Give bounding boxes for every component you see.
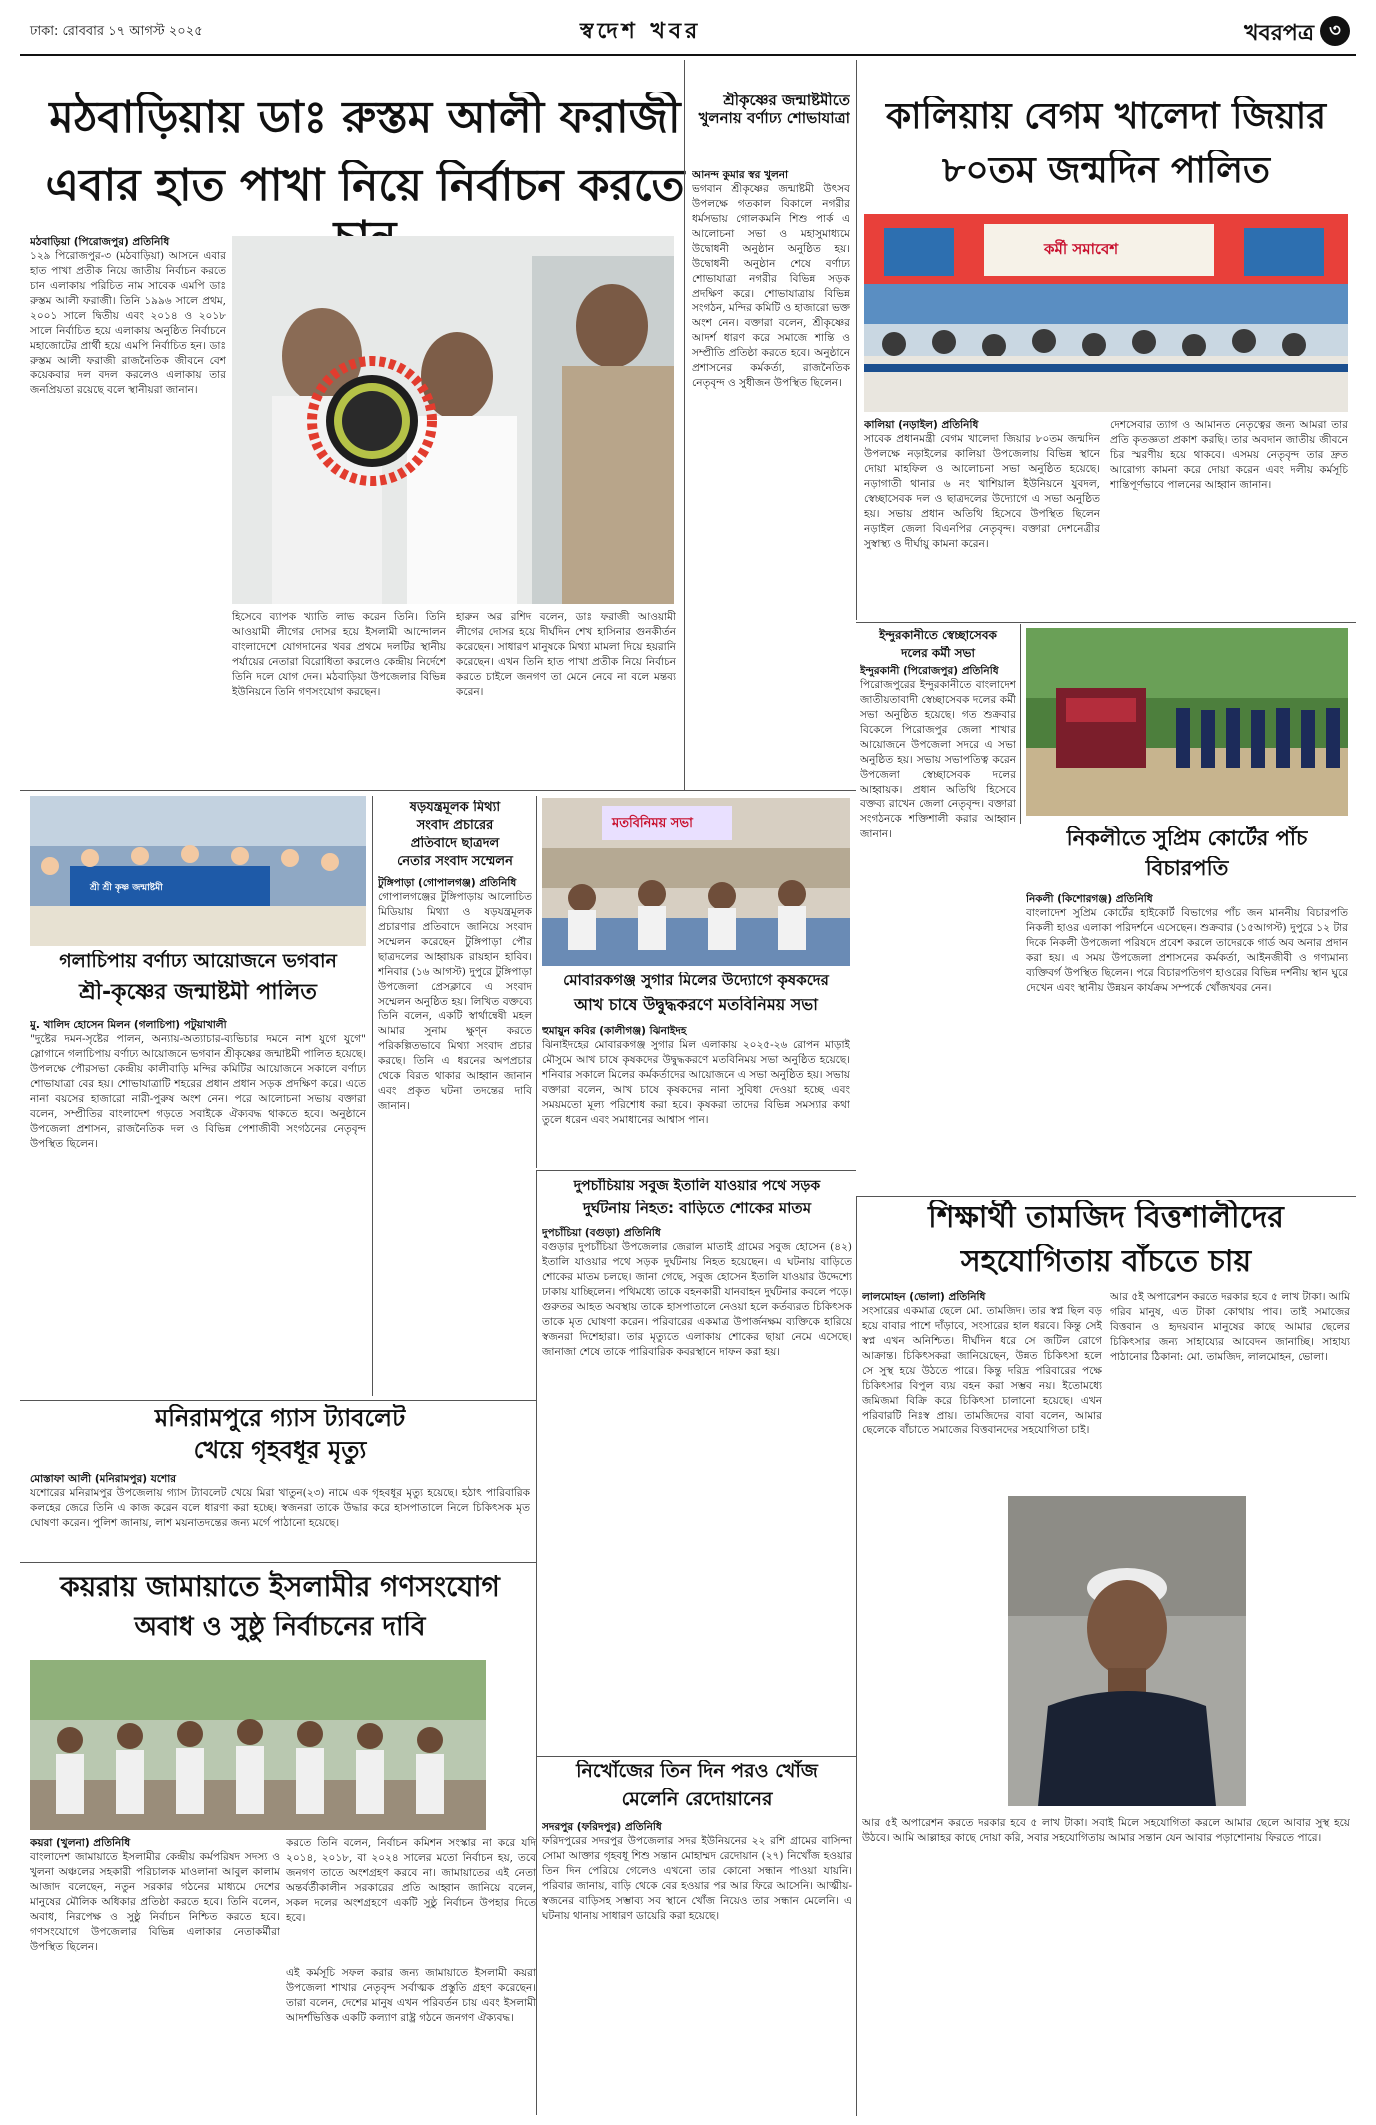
article-koyra-col1 [30,1836,280,2116]
rule [20,790,856,791]
headline-galachipa-1: গলাচিপায় বর্ণাঢ্য আয়োজনে ভগবান [59,950,337,972]
body-dupchanchia: বগুড়ার দুপচাঁচিয়া উপজেলার জেরাল মাতাই গ্রামের সবুজ হোসেন (৪২) ইতালি যাওয়ার পথে সড়ক দুর্ঘটনায় নিহত হয়েছেন। এ ঘটনায় বাড়িতে শোকের মাতম চলছে। জানা গেছে, সবুজ হোসেন ইতালি যাওয়ার উদ্দেশ্যে ঢাকায় যাচ্ছিলেন। পথিমধ্যে তাকে বহনকারী যানবাহন দুর্ঘটনার কবলে পড়ে। গুরুতর আহত অবস্থায় তাকে হাসপাতালে নেওয়া হলে কর্তব্যরত চিকিৎসক তাকে মৃত ঘোষণা করেন। পরিবারের একমাত্র উপার্জনক্ষম ব্যক্তিকে হারিয়ে স্বজনরা দিশেহারা। তার মৃত্যুতে এলাকায় শোকের ছায়া নেমে এসেছে। জানাজা শেষে তাকে পারিবারিক কবরস্থানে দাফন করা হয়। [542,1241,852,1358]
article-volunteer [860,664,1016,1194]
body-redoyan: ফরিদপুরের সদরপুর উপজেলার সদর ইউনিয়নের ২২ রশি গ্রামের বাসিন্দা সোমা আক্তার গৃহবধূ শিশু সন্তান মোহাম্মদ রেদোয়ান (২৭) নিখোঁজ হওয়ার তিন দিন পেরিয়ে গেলেও এখনো তার কোনো সন্ধান পাওয়া যায়নি। পরিবার জানায়, বাড়ি থেকে বের হওয়ার পর আর ফিরে আসেনি। আত্মীয়-স্বজনের বাড়িসহ সম্ভাব্য সব স্থানে খোঁজ নিয়েও তার সন্ধান মেলেনি। এ ঘটনায় থানায় সাধারণ ডায়েরি করা হয়েছে। [542,1835,852,1922]
headline-tamjid-1: শিক্ষার্থী তামজিদ বিত্তশালীদের [928,1200,1284,1235]
byline-mothbaria: মঠবাড়িয়া (পিরোজপুর) প্রতিনিধি [30,236,170,248]
byline-volunteer: ইন্দুরকানী (পিরোজপুর) প্রতিনিধি [860,665,999,677]
byline-janmashtami-khulna: আনন্দ কুমার স্বর খুলনা [692,169,789,181]
headline-monirampur-2: খেয়ে গৃহবধূর মৃত্যু [193,1436,367,1464]
article-galachipa [30,1018,366,1254]
body-nikli: বাংলাদেশ সুপ্রিম কোর্টের হাইকোর্ট বিভাগের পাঁচ জন মাননীয় বিচারপতি নিকলী হাওর এলাকা পরিদর্শনে এসেছেন। শুক্রবার (১৫আগস্ট) দুপুরে ১২ টার দিকে নিকলী উপজেলা পরিষদে প্রবেশ করলে তাদেরকে গার্ড অব অনার প্রদান করা হয়। এ সময় উপজেলা প্রশাসনের কর্মকর্তা, আইনজীবী ও গণ্যমান্য ব্যক্তিবর্গ উপস্থিত ছিলেন। পরে বিচারপতিগণ হাওরের বিভিন্ন দর্শনীয় স্থান ঘুরে দেখেন এবং স্থানীয় উন্নয়ন কার্যক্রম সম্পর্কে খোঁজখবর নেন। [1026,907,1348,994]
body-tamjid-side-right [1252,1496,1350,1806]
headline-tamjid-2: সহযোগিতায় বাঁচতে চায় [960,1244,1252,1279]
body-mothbaria-3: হারুন অর রশিদ বলেন, ডাঃ ফরাজী আওয়ামী লীগের দোসর হয়ে দীর্ঘদিন শেখ হাসিনার গুনকীর্তন করেছেন। সাধারণ মানুষকে মিথ্যা মামলা দিয়ে হয়রানি করেছেন। এখন তিনি হাত পাখা প্রতীক নিয়ে নির্বাচন করতে চাইলে জনগণ তা মেনে নেবে না বলে মন্তব্য করেন। [456,611,676,698]
byline-tamjid: লালমোহন (ভোলা) প্রতিনিধি [862,1291,986,1303]
article-monirampur [30,1472,530,1558]
body-mothbaria-1: ১২৯ পিরোজপুর-৩ (মঠবাড়িয়া) আসনে এবার হাত পাখা প্রতীক নিয়ে জাতীয় নির্বাচন করতে চান এলাকায় পরিচিত নাম সাবেক এমপি ডাঃ রুস্তম আলী ফরাজী। তিনি ১৯৯৬ সালে প্রথম, ২০০১ সালে দ্বিতীয় এবং ২০১৪ ও ২০১৮ সালে নির্বাচিত হয়ে এলাকায় অনুষ্ঠিত নির্বাচনে মহাজোটের প্রার্থী হয়ে এমপি নির্বাচিত হন। ডাঃ রুস্তম আলী ফরাজী রাজনৈতিক জীবনে বেশ কয়েকবার দল বদল করলেও এলাকায় তার জনপ্রিয়তা রয়েছে বলে স্থানীয়রা জানান। [30,250,226,397]
headline-conspiracy-2: সংবাদ প্রচারের [416,818,494,833]
masthead [20,10,1356,52]
article-tamjid-col1 [862,1290,1102,1490]
rule [856,1196,857,2116]
byline-khaleda: কালিয়া (নড়াইল) প্রতিনিধি [864,419,979,431]
photo-sugar-mill [542,798,850,966]
body-khaleda: সাবেক প্রধানমন্ত্রী বেগম খালেদা জিয়ার ৮০তম জন্মদিন উপলক্ষে নড়াইলের কালিয়া উপজেলায় বিভিন্ন স্থানে দোয়া মাহফিল ও আলোচনা সভা অনুষ্ঠিত হয়েছে। নড়াগাতী থানার ৬ নং খাশিয়াল ইউনিয়নে যুবদল, স্বেচ্ছাসেবক দল ও ছাত্রদলের উদ্যোগে এ সভা অনুষ্ঠিত হয়। সভায় প্রধান অতিথি হিসেবে উপস্থিত ছিলেন নড়াইল জেলা বিএনপির নেতৃবৃন্দ। বক্তারা দেশনেত্রীর সুস্বাস্থ্য ও দীর্ঘায়ু কামনা করেন। [864,433,1100,550]
body-tamjid-2: আর ৫ই অপারেশন করতে দরকার হবে ৫ লাখ টাকা। আমি গরিব মানুষ, এত টাকা কোথায় পাব। তাই সমাজের বিত্তবান ও হৃদয়বান মানুষের কাছে আমার ছেলের চিকিৎসার জন্য সাহায্যের আবেদন জানাচ্ছি। সাহায্য পাঠানোর ঠিকানা: মো. তামজিদ, লালমোহন, ভোলা। [1110,1291,1350,1363]
photo-nikli-parade [1026,628,1348,816]
headline-dupchanchia-2: দুর্ঘটনায় নিহত: বাড়িতে শোকের মাতম [582,1200,812,1217]
byline-koyra: কয়রা (খুলনা) প্রতিনিধি [30,1837,131,1849]
headline-dupchanchia-1: দুপচাঁচিয়ায় সবুজ ইতালি যাওয়ার পথে সড়ক [573,1178,821,1194]
article-dupchanchia [542,1226,852,1746]
body-sugar: ঝিনাইদহের মোবারকগঞ্জ সুগার মিল এলাকায় ২০২৫-২৬ রোপন মাড়াই মৌসুমে আখ চাষে কৃষকদের উদ্বুদ্ধকরণে মতবিনিময় সভা অনুষ্ঠিত হয়েছে। শনিবার সকালে মিলের কর্মকর্তাদের আয়োজনে এ সভা অনুষ্ঠিত হয়। সভায় বক্তারা বলেন, আখ চাষে কৃষকদের নানা সুবিধা দেওয়া হচ্ছে এবং সময়মতো মূল্য পরিশোধ করা হবে। কৃষকরা তাদের বিভিন্ন সমস্যার কথা তুলে ধরেন এবং সমাধানের আশ্বাস পান। [542,1039,850,1126]
rule [536,796,537,1168]
article-redoyan [542,1820,852,2116]
body-tamjid: সংসারের একমাত্র ছেলে মো. তামজিদ। তার স্বপ্ন ছিল বড় হয়ে বাবার পাশে দাঁড়াবে, সংসারের হাল ধরবে। কিন্তু সেই স্বপ্ন এখন অনিশ্চিত। দীর্ঘদিন ধরে সে জটিল রোগে আক্রান্ত। চিকিৎসকরা জানিয়েছেন, উন্নত চিকিৎসা হলে সে সুস্থ হয়ে উঠতে পারে। কিন্তু দরিদ্র পরিবারের পক্ষে চিকিৎসার বিপুল ব্যয় বহন করা সম্ভব নয়। ইতোমধ্যে জমিজমা বিক্রি করে চিকিৎসা চালানো হয়েছে। এখন পরিবারটি নিঃস্ব প্রায়। তামজিদের বাবা বলেন, আমার ছেলেকে বাঁচাতে সমাজের বিত্তবানদের সহযোগিতা চাই। [862,1305,1102,1437]
article-sugar [542,1024,850,1168]
article-janmashtami-khulna [692,168,850,788]
masthead-date: ঢাকা: রোববার ১৭ আগস্ট ২০২৫ [30,24,203,39]
headline-redoyan-2: মেলেনি রেদোয়ানের [621,1788,773,1810]
photo-galachipa-procession [30,796,366,946]
masthead-paper-name: খবরপত্র [1244,21,1314,46]
rule [20,1562,536,1563]
headline-mothbaria-1: মঠবাড়িয়ায় ডাঃ রুস্তম আলী ফরাজী [49,92,681,143]
body-monirampur: যশোরের মনিরামপুর উপজেলায় গ্যাস ট্যাবলেট খেয়ে মিরা খাতুন(২৩) নামে এক গৃহবধূর মৃত্যু হয়েছে। হঠাৎ পারিবারিক কলহের জেরে তিনি এ কাজ করেন বলে ধারণা করা হচ্ছে। স্বজনরা তাকে উদ্ধার করে হাসপাতালে নিলে চিকিৎসক মৃত ঘোষণা করেন। পুলিশ জানায়, লাশ ময়নাতদন্তের জন্য মর্গে পাঠানো হয়েছে। [30,1487,530,1529]
rule [20,1400,536,1401]
photo-koyra [30,1660,486,1830]
body-janmashtami-khulna: ভগবান শ্রীকৃষ্ণের জন্মাষ্টমী উৎসব উপলক্ষে গতকাল বিকালে নগরীর ধর্মসভায় গোলকমনি শিশু পার্ক এ আলোচনা সভা ও মহাসুমাধ্যমে উদ্বোধনী অনুষ্ঠান অনুষ্ঠিত হয়। উদ্বোধনী অনুষ্ঠান শেষে বর্ণাঢ্য শোভাযাত্রা নগরীর বিভিন্ন সড়ক প্রদক্ষিণ করে। শোভাযাত্রায় বিভিন্ন সংগঠন, মন্দির কমিটি ও হাজারো ভক্ত অংশ নেন। বক্তারা বলেন, শ্রীকৃষ্ণের আদর্শ ধারণ করে সমাজে শান্তি ও সম্প্রীতি প্রতিষ্ঠা করতে হবে। অনুষ্ঠানে প্রশাসনের কর্মকর্তা, রাজনৈতিক নেতৃবৃন্দ ও সুধীজন উপস্থিত ছিলেন। [692,183,850,389]
headline-volunteer-1: ইন্দুরকানীতে স্বেচ্ছাসেবক [879,628,997,642]
byline-sugar: হুমায়ুন কবির (কালীগঞ্জ) ঝিনাইদহ [542,1025,687,1037]
body-koyra-3: এই কর্মসূচি সফল করার জন্য জামায়াতে ইসলামী কয়রা উপজেলা শাখার নেতৃবৃন্দ সর্বাত্মক প্রস্তুতি গ্রহণ করেছেন। তারা বলেন, দেশের মানুষ এখন পরিবর্তন চায় এবং ইসলামী আদর্শভিত্তিক একটি কল্যাণ রাষ্ট্র গঠনে জনগণ ঐক্যবদ্ধ। [286,1967,536,2024]
headline-sugar-2: আখ চাষে উদ্বুদ্ধকরণে মতবিনিময় সভা [574,996,818,1014]
headline-monirampur-1: মনিরামপুরে গ্যাস ট্যাবলেট [154,1404,406,1432]
headline-redoyan-1: নিখোঁজের তিন দিন পরও খোঁজ [576,1760,818,1782]
byline-redoyan: সদরপুর (ফরিদপুর) প্রতিনিধি [542,1821,662,1833]
article-nikli [1026,892,1348,1192]
headline-conspiracy-3: প্রতিবাদে ছাত্রদল [410,836,500,851]
article-mothbaria-col1 [30,235,226,790]
headline-khaleda-2: ৮০তম জন্মদিন পালিত [942,150,1270,191]
body-khaleda-2: দেশসেবার ত্যাগ ও আমানত নেতৃত্বের জন্য আমরা তার প্রতি কৃতজ্ঞতা প্রকাশ করছি। তার অবদান জাতীয় জীবনে চির স্মরণীয় হয়ে থাকবে। এসময় নেতৃবৃন্দ তার দ্রুত আরোগ্য কামনা করে দোয়া করেন এবং দলীয় কর্মসূচি শান্তিপূর্ণভাবে পালনের আহ্বান জানান। [1110,419,1348,491]
body-galachipa: "দুষ্টের দমন-সৃষ্টের পালন, অন্যায়-অত্যাচার-ব্যভিচার দমনে নাশ যুগে যুগে" স্লোগানে গলাচিপায় বর্ণাঢ্য আয়োজনে ভগবান শ্রীকৃষ্ণের জন্মাষ্টমী পালিত হয়েছে। উপলক্ষে পৌরসভা কেন্দ্রীয় কালীবাড়ি মন্দির কমিটির আয়োজনে সকালে বর্ণাঢ্য শোভাযাত্রা বের হয়। শোভাযাত্রাটি শহরের প্রধান প্রধান সড়ক প্রদক্ষিণ করে। এতে নানা বয়সের হাজারো নারী-পুরুষ অংশ নেন। পরে আলোচনা সভায় বক্তারা বলেন, সম্প্রীতির বাংলাদেশ গড়তে সবাইকে ঐক্যবদ্ধ থাকতে হবে। অনুষ্ঠানে উপজেলা প্রশাসন, রাজনৈতিক দল ও বিভিন্ন পেশাজীবী সংগঠনের নেতৃবৃন্দ উপস্থিত ছিলেন। [30,1033,366,1150]
rule [536,1756,856,1757]
photo-tamjid [1008,1496,1246,1806]
headline-nikli-1: নিকলীতে সুপ্রিম কোর্টের পাঁচ [1066,826,1308,850]
rule [856,60,857,620]
byline-nikli: নিকলী (কিশোরগঞ্জ) প্রতিনিধি [1026,893,1153,905]
masthead-page-no: ৩ [1320,16,1350,46]
masthead-rule [20,54,1356,56]
caption-khaleda-banner: কর্মী সমাবেশ [1044,240,1119,258]
rule [1020,624,1021,824]
byline-conspiracy: টুঙ্গিপাড়া (গোপালগঞ্জ) প্রতিনিধি [378,877,517,889]
caption-sugar-banner: মতবিনিময় সভা [612,816,693,831]
photo-mothbaria [232,236,674,604]
body-tamjid-side [862,1496,1002,1806]
byline-dupchanchia: দুপচাঁচিয়া (বগুড়া) প্রতিনিধি [542,1227,661,1239]
body-conspiracy: গোপালগঞ্জের টুঙ্গিপাড়ায় আলোচিত মিডিয়ায় মিথ্যা ও ষড়যন্ত্রমূলক প্রচারণার প্রতিবাদে জানিয়ে সংবাদ সম্মেলন করেছেন টুঙ্গিপাড়া পৌর ছাত্রদলের আহ্বায়ক রায়হান হাবিব। শনিবার (১৬ আগস্ট) দুপুরে টুঙ্গিপাড়া উপজেলা প্রেসক্লাবে এ সংবাদ সম্মেলন অনুষ্ঠিত হয়। লিখিত বক্তব্যে তিনি বলেন, একটি স্বার্থান্বেষী মহল আমার সুনাম ক্ষুণ্ন করতে পরিকল্পিতভাবে মিথ্যা সংবাদ প্রচার করছে। তিনি এ ধরনের অপপ্রচার থেকে বিরত থাকার আহ্বান জানান এবং প্রকৃত ঘটনা তদন্তের দাবি জানান। [378,891,532,1112]
rule [856,1196,1356,1197]
headline-galachipa-2: শ্রী-কৃষ্ণের জন্মাষ্টমী পালিত [79,980,317,1005]
photo-khaleda-rally [864,214,1348,412]
headline-janmashtami-khulna: শ্রীকৃষ্ণের জন্মাষ্টমীতে খুলনায় বর্ণাঢ্য শোভাযাত্রা [698,92,850,127]
body-koyra-2: করতে তিনি বলেন, নির্বাচন কমিশন সংস্কার না করে যদি ২০১৪, ২০১৮, বা ২০২৪ সালের মতো নির্বাচন হয়, তবে জনগণ তাতে অংশগ্রহণ করবে না। জামায়াতের এই নেতা অন্তর্বর্তীকালীন সরকারের প্রতি আহ্বান জানিয়ে বলেন, সকল দলের অংশগ্রহণে একটি সুষ্ঠু নির্বাচন উপহার দিতে হবে। [286,1837,536,1924]
article-khaleda-col1 [864,418,1100,618]
body-koyra: বাংলাদেশ জামায়াতে ইসলামীর কেন্দ্রীয় কর্মপরিষদ সদস্য ও খুলনা অঞ্চলের সহকারী পরিচালক মাওলানা আবুল কালাম আজাদ বলেছেন, নতুন সরকার গঠনের মাধ্যমে দেশের মানুষের মৌলিক অধিকার প্রতিষ্ঠা করতে হবে। তিনি বলেন, অবাধ, নিরপেক্ষ ও সুষ্ঠু নির্বাচন নিশ্চিত করতে হবে। গণসংযোগে উপজেলার বিভিন্ন এলাকার নেতাকর্মীরা উপস্থিত ছিলেন। [30,1851,280,1953]
byline-galachipa: মু. খালিদ হোসেন মিলন (গলাচিপা) পটুয়াখালী [30,1019,227,1031]
rule [372,796,373,1396]
body-tamjid-3: আর ৫ই অপারেশন করতে দরকার হবে ৫ লাখ টাকা। সবাই মিলে সহযোগিতা করলে আমার ছেলে আবার সুস্থ হয়ে উঠবে। আমি আল্লাহর কাছে দোয়া করি, সবার সহযোগিতায় আমার সন্তান যেন আবার পড়াশোনায় ফিরতে পারে। [862,1817,1350,1844]
headline-conspiracy-1: ষড়যন্ত্রমূলক মিথ্যা [409,800,501,815]
caption-galachipa-banner: শ্রী শ্রী কৃষ্ণ জন্মাষ্টমী [90,883,163,893]
headline-khaleda-1: কালিয়ায় বেগম খালেদা জিয়ার [885,96,1327,137]
article-conspiracy [378,876,532,1396]
headline-koyra-2: অবাধ ও সুষ্ঠু নির্বাচনের দাবি [134,1612,426,1642]
headline-koyra-1: কয়রায় জামায়াতে ইসলামীর গণসংযোগ [60,1570,500,1603]
headline-conspiracy-4: নেতার সংবাদ সম্মেলন [397,854,513,869]
byline-monirampur: মোস্তাফা আলী (মনিরামপুর) যশোর [30,1473,177,1485]
body-mothbaria-2: হিসেবে ব্যাপক খ্যাতি লাভ করেন তিনি। তিনি আওয়ামী লীগের দোসর হয়ে ইসলামী আন্দোলন বাংলাদেশে যোগদানের খবর প্রথমে দলটির স্থানীয় পর্যায়ের নেতারা বিরোধিতা করলেও কেন্দ্রীয় নির্দেশে তিনি দলে যোগ দেন। মঠবাড়িয়া উপজেলার বিভিন্ন ইউনিয়নে তিনি গণসংযোগ করছেন। [232,611,446,698]
rule [536,1170,856,1171]
headline-volunteer-2: দলের কর্মী সভা [901,646,975,660]
headline-nikli-2: বিচারপতি [1145,856,1229,880]
masthead-section: স্বদেশ খবর [580,18,702,44]
headline-sugar-1: মোবারকগঞ্জ সুগার মিলের উদ্যোগে কৃষকদের [563,972,829,989]
rule [536,1170,537,2115]
rule [856,622,1356,623]
body-volunteer: পিরোজপুরের ইন্দুরকানীতে বাংলাদেশ জাতীয়তাবাদী স্বেচ্ছাসেবক দলের কর্মী সভা অনুষ্ঠিত হয়েছে। গত শুক্রবার বিকেলে পিরোজপুর জেলা শাখার আয়োজনে উপজেলা সদরে এ সভা অনুষ্ঠিত হয়। সভায় সভাপতিত্ব করেন উপজেলা স্বেচ্ছাসেবক দলের আহ্বায়ক। প্রধান অতিথি হিসেবে বক্তব্য রাখেন জেলা নেতৃবৃন্দ। বক্তারা সংগঠনকে শক্তিশালী করার আহ্বান জানান। [860,679,1016,841]
headline-mothbaria-2: এবার হাত পাখা নিয়ে নির্বাচন করতে [45,160,685,211]
rule [684,60,685,790]
